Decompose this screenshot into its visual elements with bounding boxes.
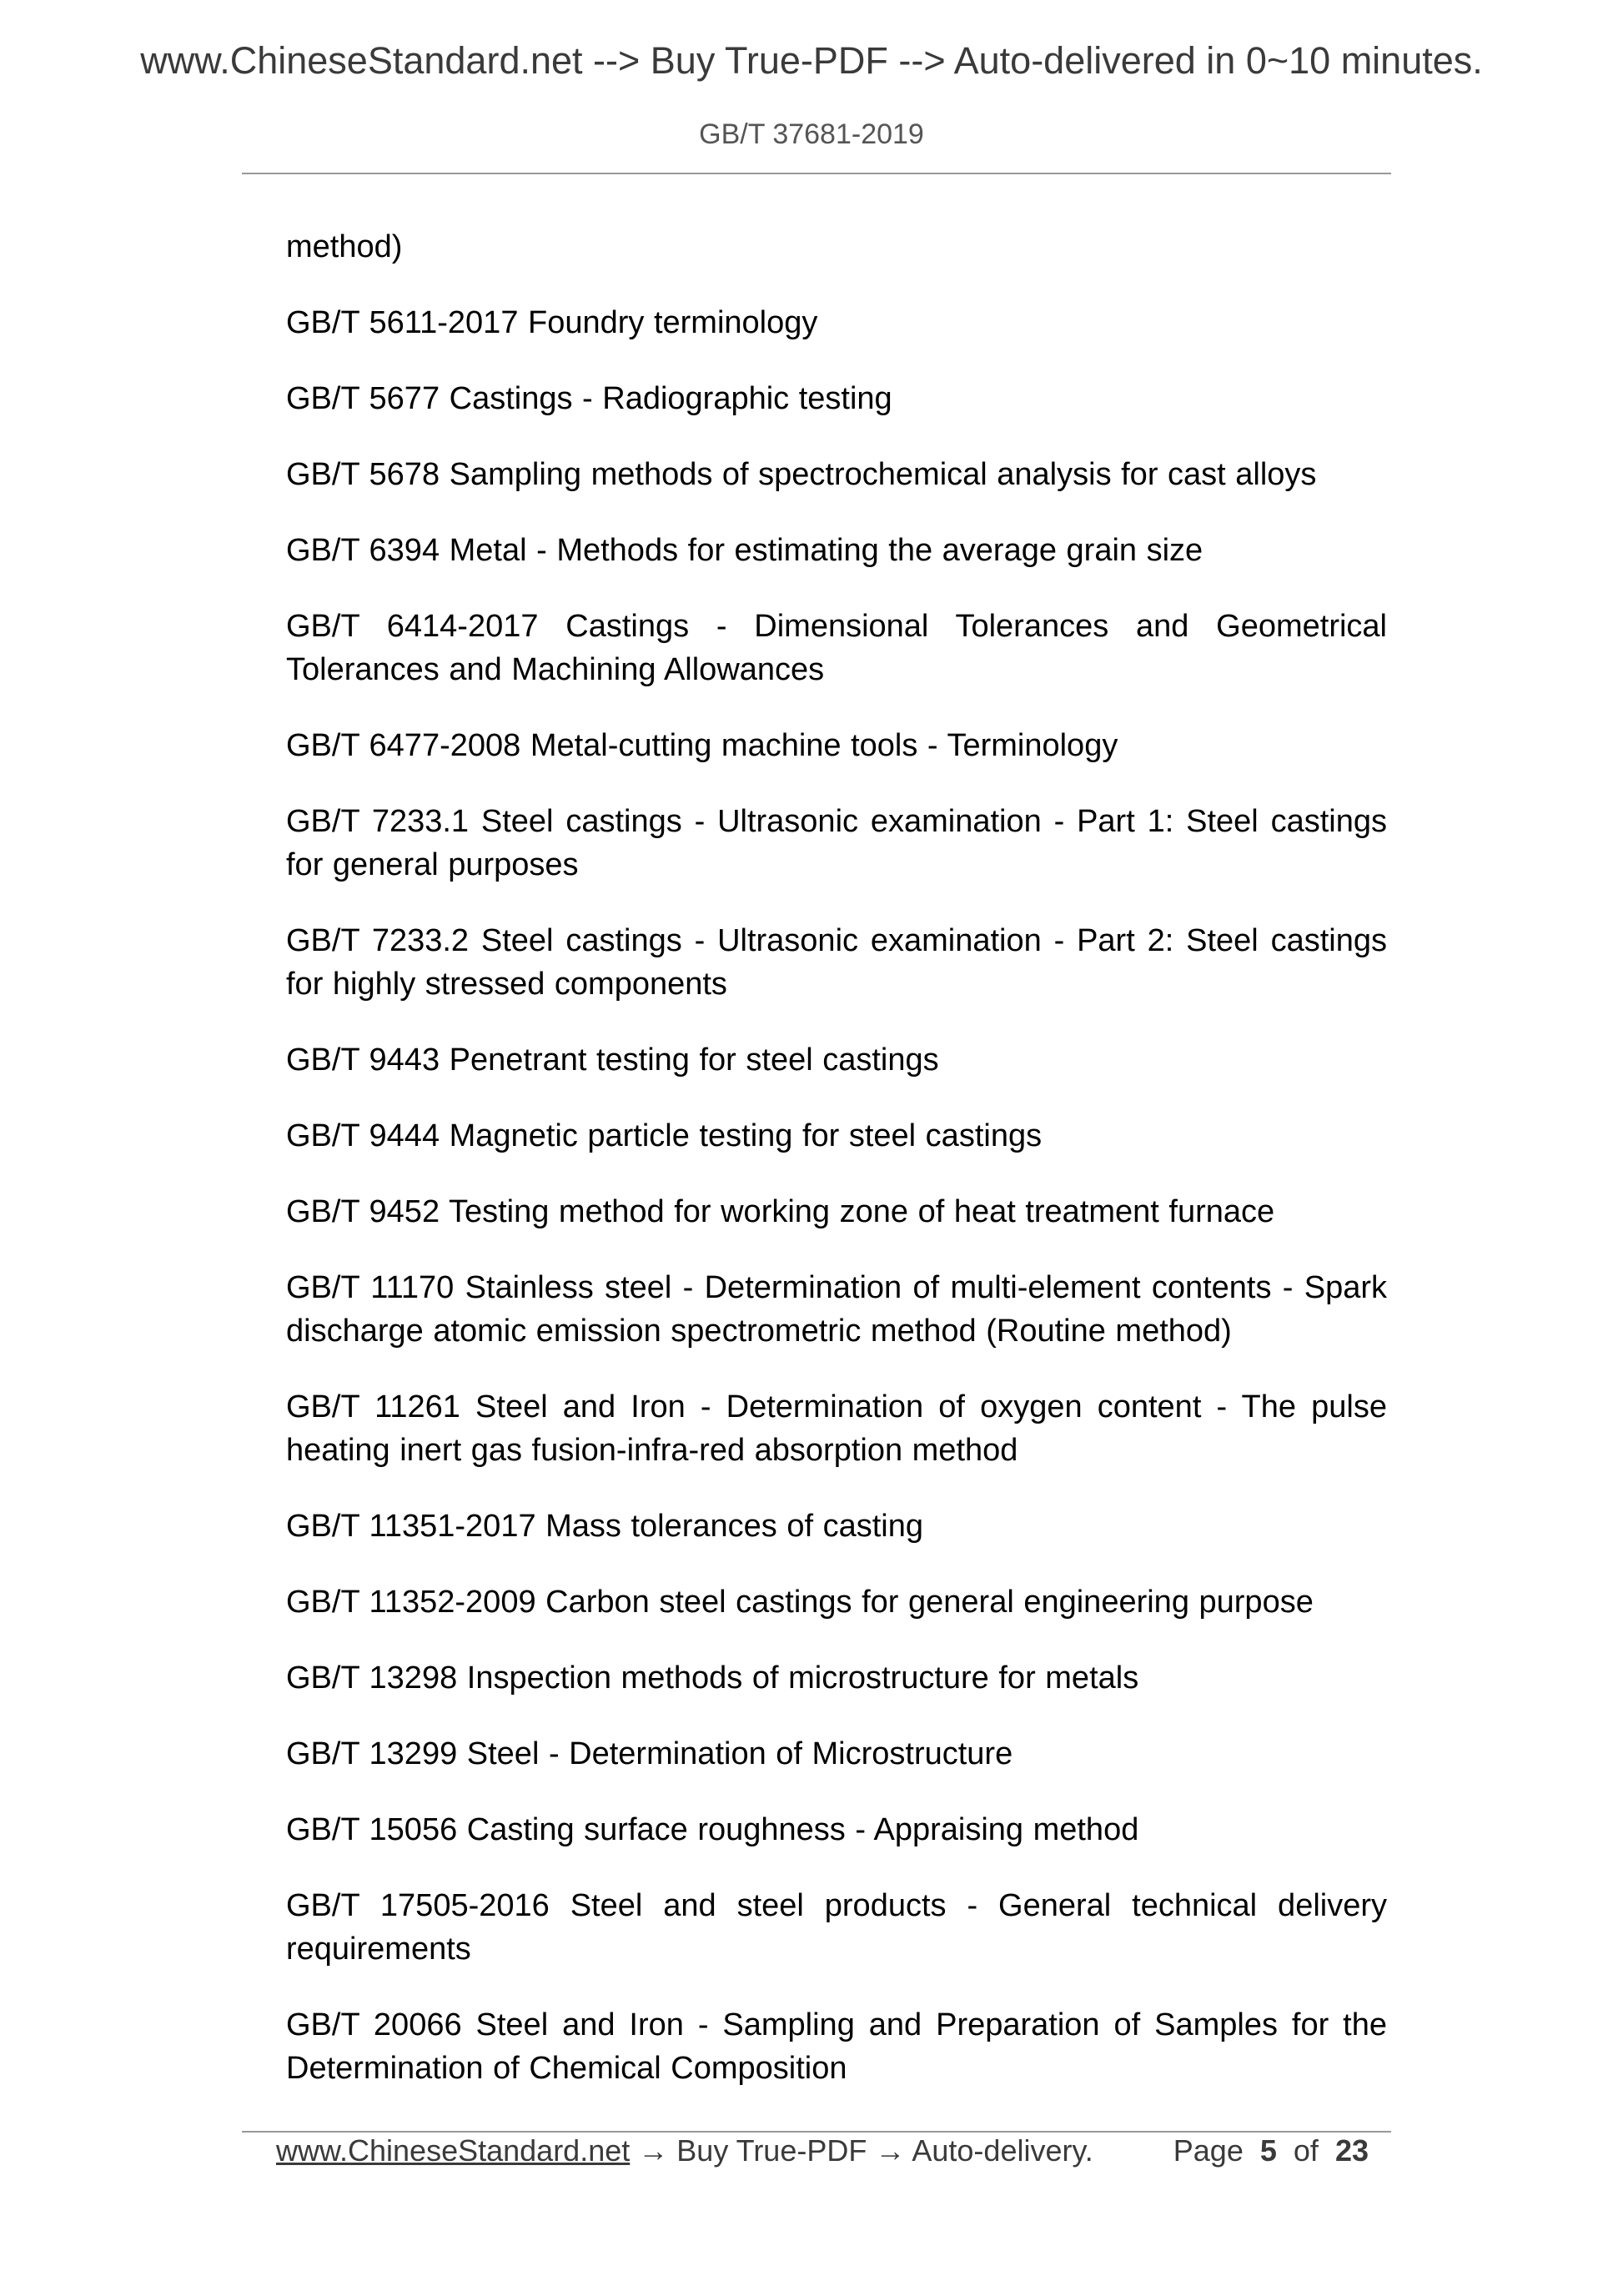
reference-entry: GB/T 13299 Steel - Determination of Microstructure [286, 1736, 1013, 1771]
footer-promo [276, 2133, 1093, 2168]
reference-entry: GB/T 6477-2008 Metal-cutting machine tools - Terminology [286, 728, 1118, 763]
of-label: of [1293, 2133, 1319, 2168]
document-code: GB/T 37681-2019 [699, 118, 924, 150]
footer-divider [242, 2131, 1391, 2133]
reference-entry: GB/T 15056 Casting surface roughness - Appraising method [286, 1812, 1139, 1847]
reference-entry: method) [286, 229, 403, 264]
total-page-number: 23 [1334, 2133, 1369, 2168]
reference-entry: GB/T 7233.2 Steel castings - Ultrasonic examination - Part 2: Steel castings for highly stressed components [286, 923, 1387, 1002]
arrow-right-icon: → [638, 2133, 669, 2168]
reference-entry: GB/T 9452 Testing method for working zone of heat treatment furnace [286, 1194, 1275, 1229]
reference-entry: GB/T 13298 Inspection methods of microstructure for metals [286, 1660, 1139, 1696]
reference-entry: GB/T 9443 Penetrant testing for steel castings [286, 1042, 939, 1078]
reference-entry: GB/T 7233.1 Steel castings - Ultrasonic examination - Part 1: Steel castings for general purposes [286, 804, 1387, 882]
current-page-number: 5 [1259, 2133, 1277, 2168]
reference-entry: GB/T 11261 Steel and Iron - Determination of oxygen content - The pulse heating inert gas fusion-infra-red absorption method [286, 1389, 1387, 1468]
header-divider [242, 173, 1391, 174]
reference-entry: GB/T 11352-2009 Carbon steel castings for general engineering purpose [286, 1585, 1314, 1620]
page-footer [276, 2133, 1369, 2175]
page-indicator [1173, 2133, 1369, 2168]
reference-entry: GB/T 11170 Stainless steel - Determination of multi-element contents - Spark discharge atomic emission spectrometric method (Routine method) [286, 1270, 1387, 1349]
website-link[interactable]: www.ChineseStandard.net [276, 2133, 631, 2168]
reference-entry: GB/T 17505-2016 Steel and steel products - General technical delivery requirements [286, 1888, 1387, 1967]
reference-entry: GB/T 5677 Castings - Radiographic testing [286, 381, 892, 416]
reference-entry: GB/T 11351-2017 Mass tolerances of casting [286, 1509, 924, 1544]
reference-entry: GB/T 6414-2017 Castings - Dimensional Tolerances and Geometrical Tolerances and Machining Allowances [286, 609, 1387, 687]
auto-delivery-text: Auto-delivery. [912, 2133, 1093, 2168]
reference-entry: GB/T 5678 Sampling methods of spectrochemical analysis for cast alloys [286, 457, 1317, 492]
reference-list [286, 225, 1387, 2123]
reference-entry: GB/T 5611-2017 Foundry terminology [286, 305, 818, 340]
page-label: Page [1173, 2133, 1244, 2168]
buy-text: Buy True-PDF [676, 2133, 867, 2168]
reference-entry: GB/T 9444 Magnetic particle testing for steel castings [286, 1118, 1043, 1153]
top-banner: www.ChineseStandard.net --> Buy True-PDF --> Auto-delivered in 0~10 minutes. [140, 39, 1483, 82]
reference-entry: GB/T 6394 Metal - Methods for estimating the average grain size [286, 533, 1203, 568]
reference-entry: GB/T 20066 Steel and Iron - Sampling and Preparation of Samples for the Determination of Chemical Composition [286, 2007, 1387, 2086]
arrow-right-icon: → [875, 2133, 906, 2168]
